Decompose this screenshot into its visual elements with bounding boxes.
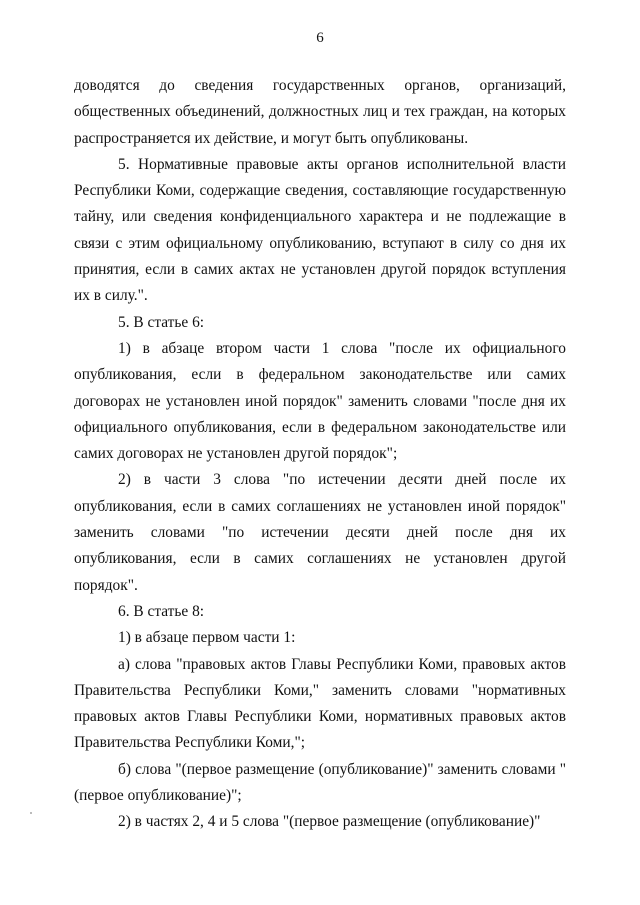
paragraph-article-8-item-1: 1) в абзаце первом части 1: [118,629,296,647]
paragraph-item-5-acts: 5. Нормативные правовые акты органов исполнительной власти Республики Коми, содержащие сведения, составляющие государственную тайну, или сведения конфиденциального характера и не подлежащие в связи с этим официальному опубликованию, вступают в силу со дня их принятия, если в самих актах не установлен другой порядок вступления их в силу.". [74,155,566,305]
paragraph-article-6-heading: 5. В статье 6: [118,313,205,331]
paragraph-article-8-heading: 6. В статье 8: [118,602,205,620]
paragraph-article-6-item-1: 1) в абзаце втором части 1 слова "после их официального опубликования, если в федеральном законодательстве или самих договорах не установлен иной порядок" заменить словами "после дня их официального опубликования, если в федеральном законодательстве или самих договорах не установлен другой порядок"; [74,339,566,463]
paragraph-continuation: доводятся до сведения государственных органов, организаций, общественных объединений, должностных лиц и тех граждан, на которых распространяется их действие, и могут быть опубликованы. [74,77,566,147]
page-number: 6 [316,30,324,46]
scan-margin-mark [30,812,32,814]
paragraph-article-8-item-2: 2) в частях 2, 4 и 5 слова "(первое размещение (опубликование)" [118,813,541,831]
paragraph-article-8-subitem-a: а) слова "правовых актов Главы Республики Коми, правовых актов Правительства Республики Коми," заменить словами "нормативных правовых актов Главы Республики Коми, нормативных правовых актов Правительства Республики Коми,"; [74,655,566,752]
document-body [74,73,566,836]
paragraph-article-8-subitem-b: б) слова "(первое размещение (опубликование)" заменить словами "(первое опубликование)"; [74,760,566,805]
paragraph-article-6-item-2: 2) в части 3 слова "по истечении десяти дней после их опубликования, если в самих соглашениях не установлен иной порядок" заменить словами "по истечении десяти дней после дня их опубликования, если в самих соглашениях не установлен другой порядок". [74,471,566,594]
